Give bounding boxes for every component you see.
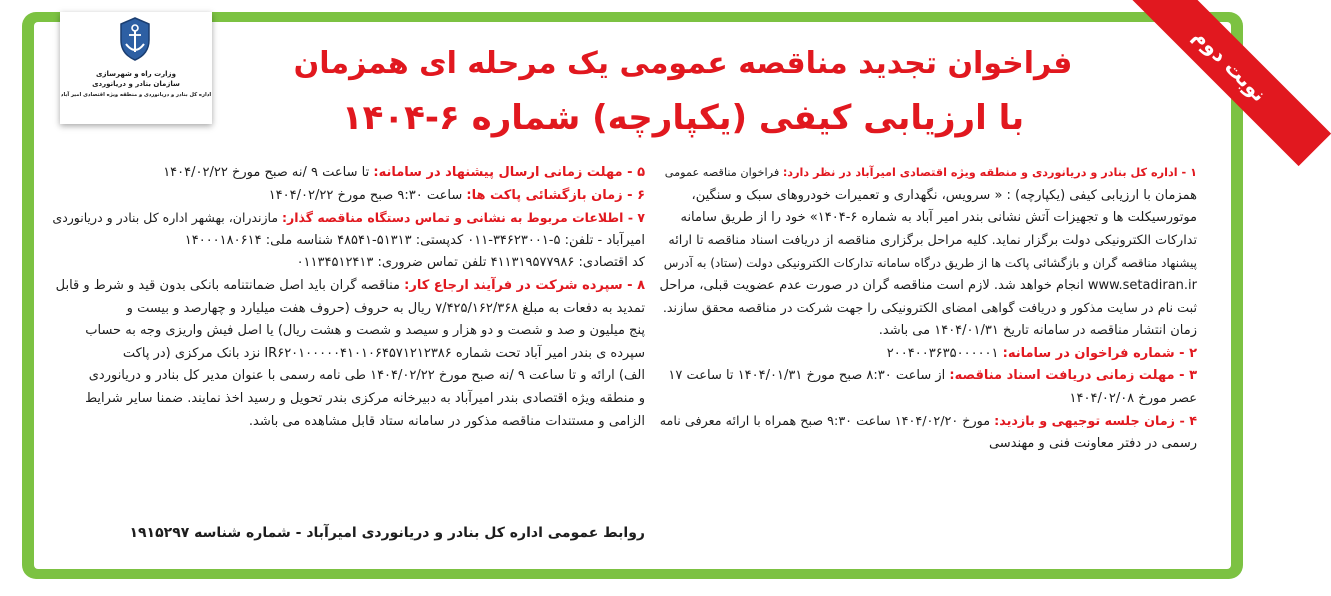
left-line: ۸ - سپرده شرکت در فرآیند ارجاع کار: مناقصه گران باید اصل ضمانتنامه بانکی بدون قید و شرط و قابل — [55, 277, 645, 293]
logo-text-organization: سازمان بنادر و دریانوردی — [92, 80, 180, 88]
left-line: سپرده ی بندر امیر آباد تحت شماره IR۶۲۰۱۰۰۰۰۰۴۱۰۱۰۶۴۵۷۱۲۱۲۳۸۶ نزد بانک مرکزی (در پاکت — [122, 345, 645, 361]
left-line: ۵ - مهلت زمانی ارسال پیشنهاد در سامانه: تا ساعت ۹ /نه صبح مورخ ۱۴۰۴/۰۲/۲۲ — [163, 165, 645, 180]
public-relations-footer: روابط عمومی اداره کل بنادر و دریانوردی امیرآباد - شماره شناسه ۱۹۱۵۲۹۷ — [129, 525, 645, 541]
left-line: ۷ - اطلاعات مربوط به نشانی و تماس دستگاه مناقصه گذار: مازندران، بهشهر اداره کل بنادر و دریانوردی — [52, 210, 645, 226]
right-line: تدارکات الکترونیکی دولت برگزار نماید. کلیه مراحل برگزاری مناقصه از دریافت اسناد مناقصه تا ارائه — [668, 232, 1197, 248]
right-line: ۲ - شماره فراخوان در سامانه: ۲۰۰۴۰۰۳۶۳۵۰۰۰۰۰۱ — [886, 345, 1197, 361]
left-line: کد اقتصادی: ۴۱۱۳۱۹۵۷۷۹۸۶ تلفن تماس ضروری: ۰۱۱۳۴۵۱۲۴۱۳ — [296, 255, 645, 271]
left-line: امیرآباد - تلفن: ۵-۳۴۶۲۳۰۰۱-۰۱۱ کدپستی: ۵۱۳۱۳-۴۸۵۴۱ شناسه ملی: ۱۴۰۰۰۱۸۰۶۱۴ — [184, 232, 645, 248]
right-line: موتورسیکلت ها و تجهیزات آتش نشانی بندر امیر آباد به شماره ۶-۱۴۰۴» خود را از طریق سامانه — [680, 210, 1197, 226]
left-column — [50, 162, 645, 433]
right-line: ۴ - زمان جلسه توجیهی و بازدید: مورخ ۱۴۰۴/۰۲/۲۰ ساعت ۹:۳۰ صبح همراه با ارائه معرفی نامه — [659, 413, 1197, 429]
left-line: پنج میلیون و صد و شصت و دو هزار و سیصد و شصت و هشت ریال) یا اصل فیش واریزی وجه به حساب — [85, 323, 645, 339]
left-line: تمدید به دفعات به مبلغ ۷/۴۲۵/۱۶۲/۳۶۸ ریال به حروف (حروف هفت میلیارد و چهارصد و بیست و — [126, 300, 645, 316]
left-line: الزامی و مستندات مناقصه مذکور در سامانه ستاد قابل مشاهده می باشد. — [248, 413, 645, 429]
right-line: ۳ - مهلت زمانی دریافت اسناد مناقصه: از ساعت ۸:۳۰ صبح مورخ ۱۴۰۴/۰۱/۳۱ تا ساعت ۱۷ — [668, 368, 1197, 384]
right-line: www.setadiran.ir انجام خواهد شد. لازم است مناقصه گران در صورت عدم عضویت قبلی، مراحل — [659, 277, 1197, 293]
right-line: همزمان با ارزیابی کیفی (یکپارچه) : « سرویس، نگهداری و تعمیرات خودروهای سبک و سنگین، — [691, 187, 1197, 203]
logo-text-department: اداره کل بنادر و دریانوردی و منطقه ویژه اقتصادی امیر آباد — [60, 92, 212, 98]
anchor-emblem-icon — [117, 16, 153, 62]
left-line: الف) ارائه و تا ساعت ۹ /نه صبح مورخ ۱۴۰۴/۰۲/۲۲ طی نامه رسمی با عنوان مدیر کل بنادر و دریانوردی — [88, 368, 645, 384]
right-column — [660, 162, 1197, 456]
notice-title-line-2: با ارزیابی کیفی (یکپارچه) شماره ۶-۱۴۰۴ — [341, 98, 1025, 138]
notice-title-line-1: فراخوان تجدید مناقصه عمومی یک مرحله ای همزمان — [293, 46, 1073, 81]
right-line: پیشنهاد مناقصه گران و بازگشائی پاکت ها از طریق درگاه سامانه تدارکات الکترونیکی دولت (ستاد) به آدرس — [663, 256, 1197, 271]
right-line: ۱ - اداره کل بنادر و دریانوردی و منطقه ویژه اقتصادی امیرآباد در نظر دارد: فراخوان مناقصه عمومی — [664, 166, 1197, 179]
right-line: رسمی در دفتر معاونت فنی و مهندسی — [988, 436, 1197, 452]
left-line: ۶ - زمان بازگشائی پاکت ها: ساعت ۹:۳۰ صبح مورخ ۱۴۰۴/۰۲/۲۲ — [268, 187, 645, 203]
ribbon-label: نوبت دوم — [1129, 0, 1331, 166]
corner-ribbon — [1080, 12, 1272, 152]
left-line: و منطقه ویژه اقتصادی بندر امیرآباد به دبیرخانه مرکزی بندر تحویل و رسید اخذ نمایند. ضمنا سایر شرایط — [85, 390, 645, 406]
right-line: عصر مورخ ۱۴۰۴/۰۲/۰۸ — [1069, 390, 1197, 406]
organization-logo-box — [60, 12, 212, 124]
right-line: زمان انتشار مناقصه در سامانه تاریخ ۱۴۰۴/۰۱/۳۱ می باشد. — [878, 323, 1197, 339]
right-line: ثبت نام در سایت مذکور و دریافت گواهی امضای الکترونیکی را جهت شرکت در مناقصه محقق سازند. — [662, 300, 1197, 316]
logo-text-ministry: وزارت راه و شهرسازی — [96, 70, 176, 78]
